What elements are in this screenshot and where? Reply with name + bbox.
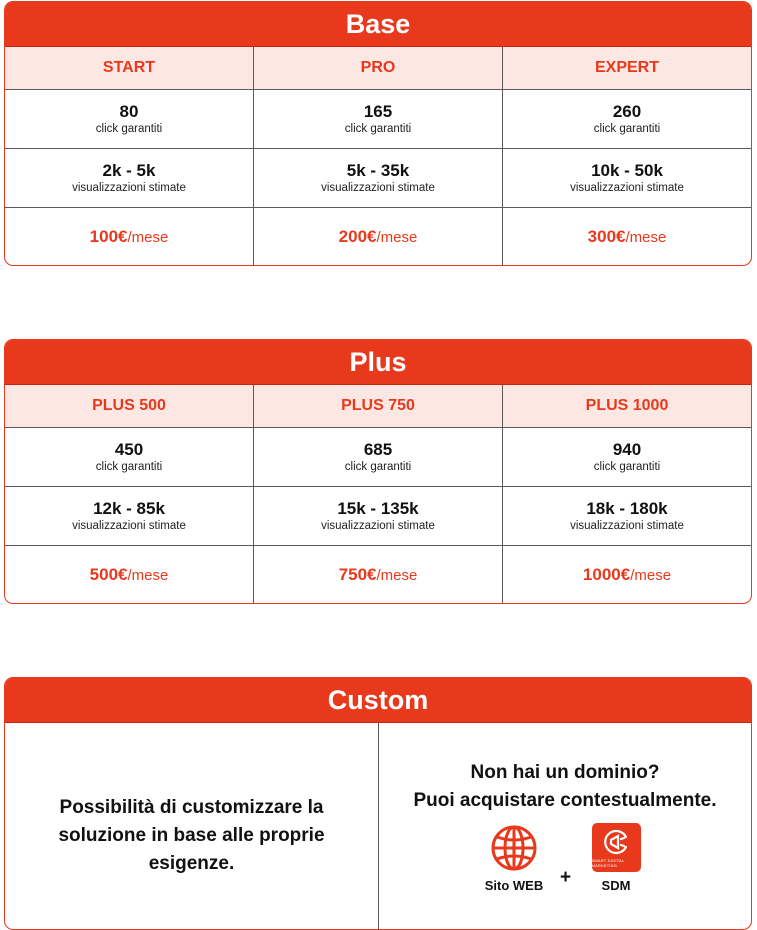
views-cell bbox=[503, 487, 751, 545]
views-cell bbox=[5, 149, 254, 207]
base-pricing-table bbox=[4, 1, 752, 266]
price-amount: 1000€ bbox=[582, 565, 631, 584]
price-period: /mese bbox=[625, 229, 667, 246]
clicks-row bbox=[5, 90, 751, 149]
price-period: /mese bbox=[376, 567, 418, 584]
clicks-cell bbox=[254, 90, 503, 148]
views-label: visualizzazioni stimate bbox=[72, 181, 186, 194]
product-sdm bbox=[570, 823, 662, 893]
clicks-value: 165 bbox=[363, 101, 393, 121]
views-cell bbox=[5, 487, 254, 545]
views-row bbox=[5, 487, 751, 546]
price-period: /mese bbox=[127, 567, 169, 584]
plan-name-plus-500: PLUS 500 bbox=[5, 385, 254, 427]
clicks-value: 685 bbox=[363, 439, 393, 459]
price-period: /mese bbox=[376, 229, 418, 246]
views-label: visualizzazioni stimate bbox=[570, 181, 684, 194]
plus-sign: + bbox=[560, 867, 572, 888]
plus-pricing-table bbox=[4, 339, 752, 604]
views-label: visualizzazioni stimate bbox=[570, 519, 684, 532]
price-cell bbox=[503, 546, 751, 604]
price-row bbox=[5, 546, 751, 604]
plan-name-start: START bbox=[5, 47, 254, 89]
views-cell bbox=[254, 487, 503, 545]
price-cell bbox=[503, 208, 751, 266]
plan-name-expert: EXPERT bbox=[594, 59, 659, 76]
clicks-label: click garantiti bbox=[344, 122, 412, 135]
clicks-row bbox=[5, 428, 751, 487]
views-label: visualizzazioni stimate bbox=[72, 519, 186, 532]
price-amount: 200€ bbox=[338, 227, 377, 246]
views-value: 5k - 35k bbox=[346, 160, 410, 180]
views-value: 18k - 180k bbox=[586, 498, 668, 518]
product-label: SDM bbox=[601, 878, 631, 893]
product-row bbox=[468, 823, 662, 893]
views-label: visualizzazioni stimate bbox=[321, 519, 435, 532]
price-period: /mese bbox=[630, 567, 672, 584]
clicks-value: 940 bbox=[612, 439, 642, 459]
product-label: Sito WEB bbox=[484, 878, 544, 893]
price-amount: 300€ bbox=[587, 227, 626, 246]
clicks-value: 260 bbox=[612, 101, 642, 121]
views-value: 10k - 50k bbox=[591, 160, 663, 180]
price-cell bbox=[254, 208, 503, 266]
clicks-label: click garantiti bbox=[593, 122, 661, 135]
product-sito-web bbox=[468, 824, 560, 893]
domain-offer bbox=[379, 723, 751, 929]
sdm-logo bbox=[592, 823, 641, 872]
views-value: 12k - 85k bbox=[93, 498, 165, 518]
price-amount: 100€ bbox=[89, 227, 128, 246]
price-period: /mese bbox=[127, 229, 169, 246]
custom-table-title: Custom bbox=[5, 678, 751, 723]
custom-body bbox=[5, 723, 751, 929]
price-cell bbox=[5, 208, 254, 266]
plan-name-plus-750: PLUS 750 bbox=[254, 385, 503, 427]
clicks-value: 80 bbox=[119, 101, 139, 121]
plus-table-title: Plus bbox=[5, 340, 751, 385]
domain-question: Non hai un dominio? bbox=[470, 762, 660, 783]
plan-names-row bbox=[5, 47, 751, 90]
clicks-value: 450 bbox=[114, 439, 144, 459]
clicks-cell bbox=[5, 90, 254, 148]
plan-name-plus-1000: PLUS 1000 bbox=[585, 397, 669, 414]
plan-name-pro: PRO bbox=[254, 47, 503, 89]
price-cell bbox=[5, 546, 254, 604]
views-cell bbox=[503, 149, 751, 207]
clicks-label: click garantiti bbox=[344, 460, 412, 473]
globe-icon bbox=[490, 824, 538, 872]
price-row bbox=[5, 208, 751, 266]
plan-names-row bbox=[5, 385, 751, 428]
views-label: visualizzazioni stimate bbox=[321, 181, 435, 194]
views-row bbox=[5, 149, 751, 208]
views-value: 15k - 135k bbox=[337, 498, 419, 518]
clicks-cell bbox=[254, 428, 503, 486]
clicks-cell bbox=[503, 90, 751, 148]
megaphone-icon bbox=[601, 827, 631, 857]
clicks-cell bbox=[503, 428, 751, 486]
clicks-label: click garantiti bbox=[95, 122, 163, 135]
custom-pricing-table bbox=[4, 677, 752, 930]
clicks-label: click garantiti bbox=[95, 460, 163, 473]
views-cell bbox=[254, 149, 503, 207]
clicks-cell bbox=[5, 428, 254, 486]
base-table-title: Base bbox=[5, 2, 751, 47]
price-amount: 750€ bbox=[338, 565, 377, 584]
price-cell bbox=[254, 546, 503, 604]
domain-answer: Puoi acquistare contestualmente. bbox=[413, 790, 717, 811]
views-value: 2k - 5k bbox=[102, 160, 156, 180]
custom-description: Possibilità di customizzare la soluzione in base alle proprie esigenze. bbox=[5, 723, 379, 929]
price-amount: 500€ bbox=[89, 565, 128, 584]
clicks-label: click garantiti bbox=[593, 460, 661, 473]
sdm-logo-text: SMART DIGITAL MARKETING bbox=[591, 858, 625, 868]
